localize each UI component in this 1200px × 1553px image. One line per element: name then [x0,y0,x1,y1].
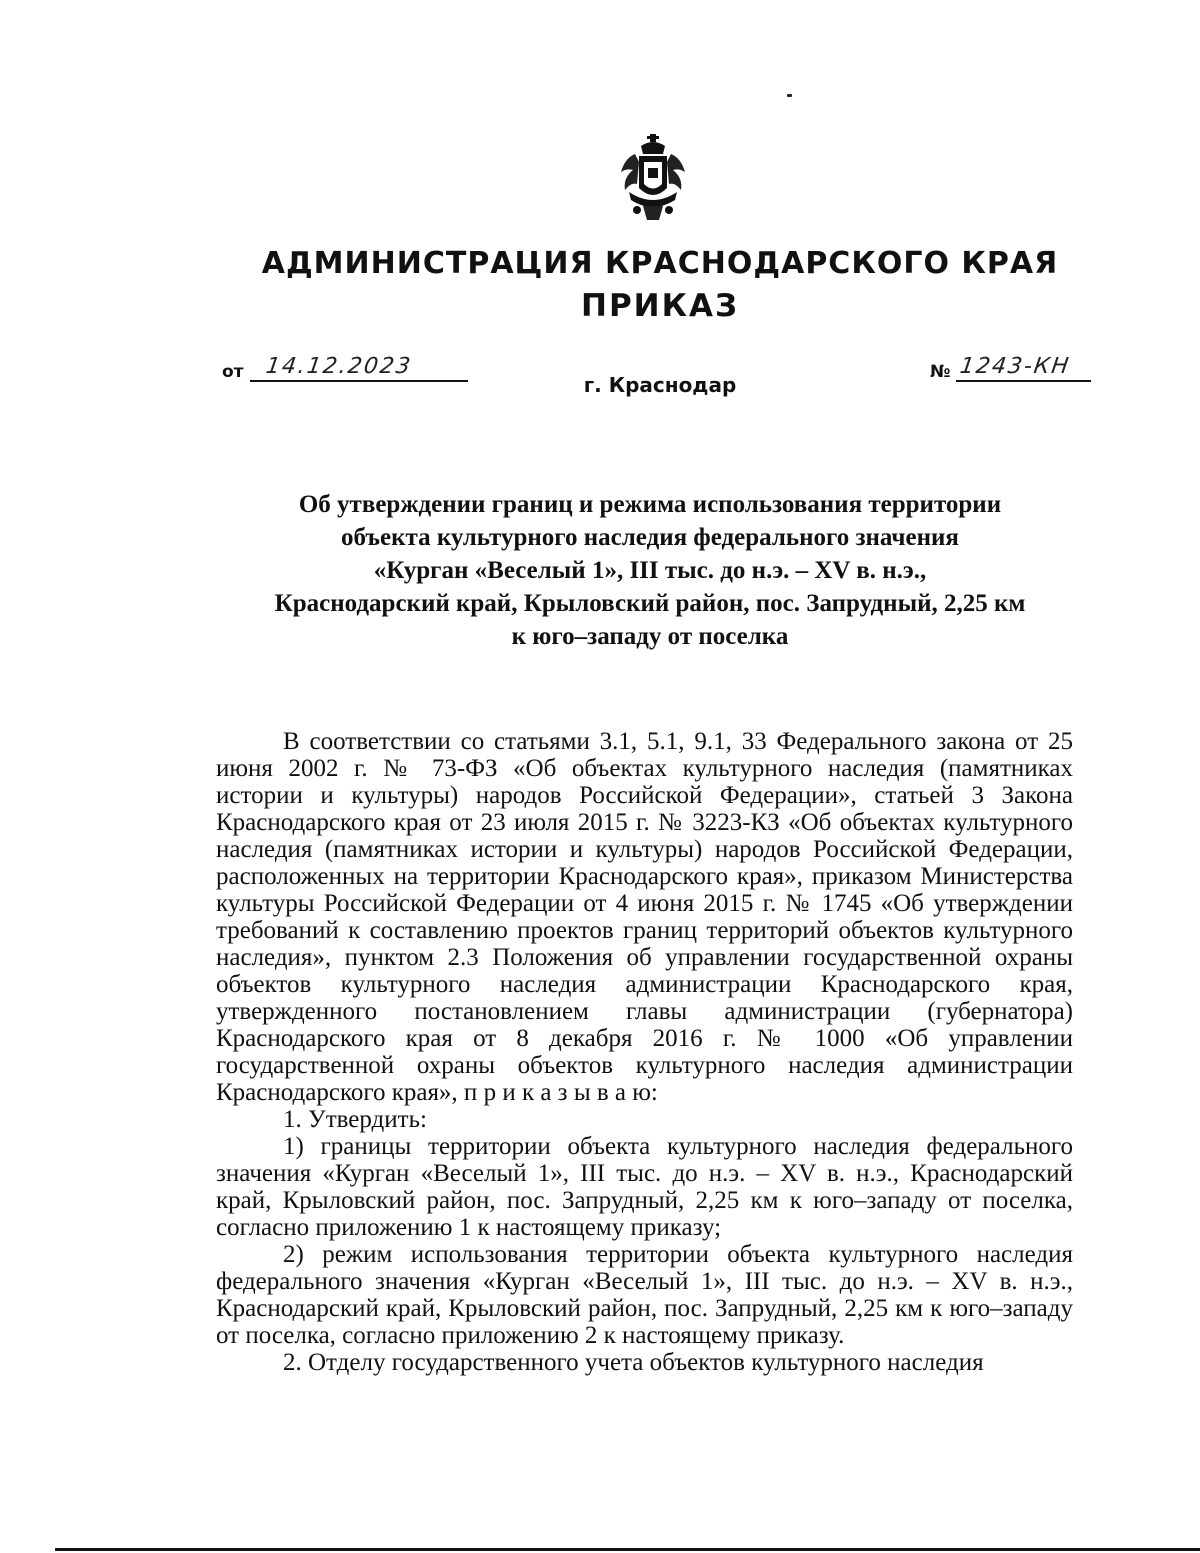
document-subject [220,488,1080,653]
item-1-2: 2) режим использования территории объекта культурного наследия федерального значения «Курган «Веселый 1», III тыс. до н.э. – XV в. н.э., Краснодарский край, Крыловский район, пос. Запрудный, 2,25 км к юго–западу от поселка, согласно приложению 2 к настоящему приказу. [216,1241,1073,1349]
organization-title: АДМИНИСТРАЦИЯ КРАСНОДАРСКОГО КРАЯ [261,246,1059,281]
subject-line: Краснодарский край, Крыловский район, пос. Запрудный, 2,25 км [274,590,1026,617]
number-prefix: № [930,362,951,382]
subject-line: объекта культурного наследия федерального значения [341,524,959,551]
scan-speck [787,94,792,97]
item-1-1: 1) границы территории объекта культурного наследия федерального значения «Курган «Веселый 1», III тыс. до н.э. – XV в. н.э., Краснодарский край, Крыловский район, пос. Запрудный, 2,25 км к юго–западу от поселка, согласно приложению 1 к настоящему приказу; [216,1133,1073,1241]
document-type: ПРИКАЗ [581,288,739,324]
number-value: 1243-КН [958,354,1073,379]
item-2: 2. Отделу государственного учета объектов культурного наследия [283,1349,984,1376]
preamble-paragraph: В соответствии со статьями 3.1, 5.1, 9.1, 33 Федерального закона от 25 июня 2002 г. № 73-ФЗ «Об объектах культурного наследия (памятниках истории и культуры) народов Российской Федерации», статьей 3 Закона Краснодарского края от 23 июля 2015 г. № 3223-КЗ «Об объектах культурного наследия (памятниках истории и культуры) народов Российской Федерации, расположенных на территории Краснодарского края», приказом Министерства культуры Российской Федерации от 4 июня 2015 г. № 1745 «Об утверждении требований к составлению проектов границ территорий объектов культурного наследия», пунктом 2.3 Положения об управлении государственной охраны объектов культурного наследия администрации Краснодарского края, утвержденного постановлением главы администрации (губернатора) Краснодарского края от 8 декабря 2016 г. № 1000 «Об управлении государственной охраны объектов культурного наследия администрации Краснодарского края», п р и к а з ы в а ю: [216,728,1073,1106]
city-label: г. Краснодар [583,373,737,397]
subject-line: Об утверждении границ и режима использования территории [298,491,1002,518]
date-prefix: от [222,362,244,382]
coat-of-arms-icon [617,132,689,222]
date-value: 14.12.2023 [263,354,414,379]
document-body [216,728,1073,1376]
scan-edge-line [55,1548,1200,1551]
subject-line: к юго–западу от поселка [511,623,789,650]
item-1: 1. Утвердить: [283,1106,427,1133]
subject-line: «Курган «Веселый 1», III тыс. до н.э. – XV в. н.э., [373,557,927,584]
